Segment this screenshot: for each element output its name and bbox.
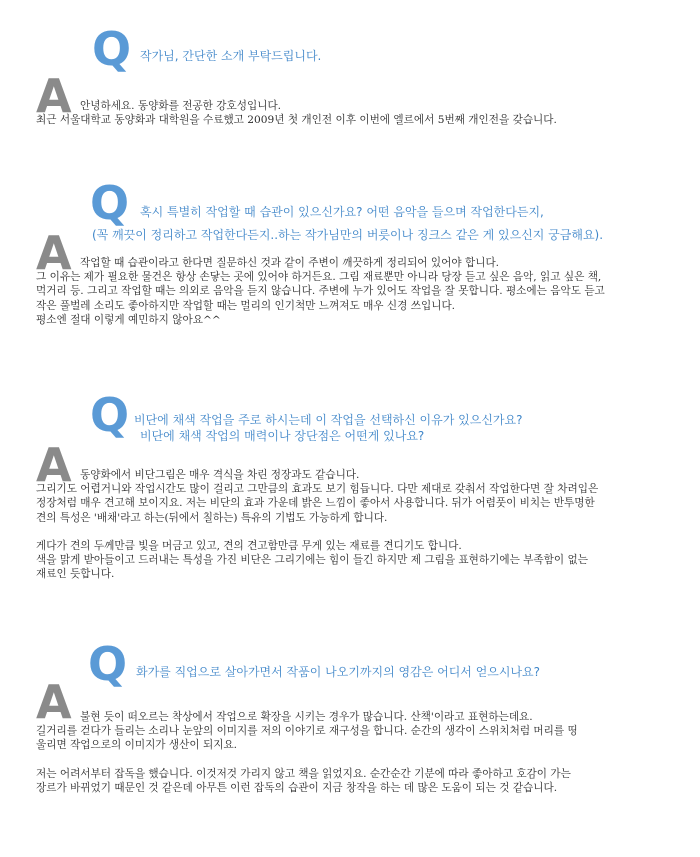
q-mark: Q: [88, 637, 128, 691]
answer-line: 재료인 듯합니다.: [36, 568, 115, 581]
a-mark: A: [36, 69, 72, 123]
question-text: 비단에 채색 작업의 매력이나 장단점은 어떤게 있나요?: [140, 429, 425, 443]
answer-line: 장르가 바뀌었기 때문인 것 같은데 아무튼 이런 잡독의 습관이 지금 창작을 하는 데 많은 도움이 되는 것 같습니다.: [36, 781, 558, 794]
question-text: 화가를 직업으로 살아가면서 작품이 나오기까지의 영감은 어디서 얻으시나요?: [136, 665, 541, 679]
answer-line: 색을 맑게 받아들이고 드러내는 특성을 가진 비단은 그리기에는 힘이 들긴 하지만 제 그림을 표현하기에는 부족함이 없는: [36, 554, 588, 567]
answer-line: 울리면 작업으로의 이미지가 생산이 되지요.: [36, 739, 238, 752]
answer-text: [36, 710, 686, 795]
answer-text: [36, 256, 686, 327]
answer-line: 견의 특성은 '배채'라고 하는(뒤에서 칠하는) 특유의 기법도 가능하게 합니다.: [36, 511, 388, 524]
answer-text: [36, 99, 686, 127]
answer-line: 동양화에서 비단그림은 매우 격식을 차린 정장과도 같습니다.: [80, 469, 360, 481]
answer-line: 작은 풀벌레 소리도 좋아하지만 작업할 때는 멀리의 인기척만 느껴져도 매우 신경 쓰입니다.: [36, 299, 456, 312]
answer-text: [36, 468, 686, 581]
answer-line: 게다가 견의 두께만큼 빛을 머금고 있고, 견의 견고함만큼 무게 있는 재료를 견디기도 합니다.: [36, 539, 462, 552]
q-mark: Q: [90, 388, 130, 442]
question-text: 혹시 특별히 작업할 때 습관이 있으신가요? 어떤 음악을 들으며 작업한다든지,: [140, 205, 544, 219]
q-mark: Q: [90, 176, 130, 230]
answer-line: 그 이유는 제가 필요한 물건은 항상 손닿는 곳에 있어야 하거든요. 그림 재료뿐만 아니라 당장 듣고 싶은 음악, 읽고 싶은 책,: [36, 271, 602, 284]
answer-line: 그리기도 어렵거니와 작업시간도 많이 걸리고 그만큼의 효과도 보기 힘듭니다. 다만 제대로 갖춰서 작업한다면 잘 차려입은: [36, 483, 599, 496]
a-mark: A: [36, 226, 72, 280]
answer-line: 저는 어려서부터 잡독을 했습니다. 이것저것 가리지 않고 책을 읽었지요. 순간순간 기분에 따라 좋아하고 호감이 가는: [36, 767, 571, 780]
question-text: (꼭 깨끗이 정리하고 작업한다든지..하는 작가님만의 버릇이나 징크스 같은 게 있으신지 궁금해요).: [92, 228, 604, 242]
question-text: 작가님, 간단한 소개 부탁드립니다.: [140, 49, 322, 63]
answer-line: 정장처럼 매우 견고해 보이지요. 저는 비단의 효과 가운데 밝은 느낌이 좋아서 사용합니다. 뒤가 어렴풋이 비치는 반투명한: [36, 497, 595, 510]
answer-line: 안녕하세요. 동양화를 전공한 강호성입니다.: [80, 100, 282, 112]
answer-line: 불현 듯이 떠오르는 착상에서 작업으로 확장을 시키는 경우가 많습니다. 산책'이라고 표현하는데요.: [80, 711, 533, 723]
answer-line: 먹거리 등. 그리고 작업할 때는 의외로 음악을 듣지 않습니다. 주변에 누가 있어도 작업을 잘 못합니다. 평소에는 음악도 듣고: [36, 285, 605, 298]
answer-line: 길거리를 걷다가 들리는 소리나 눈앞의 이미지를 저의 이야기로 재구성을 합니다. 순간의 생각이 스위치처럼 머리를 띵: [36, 725, 578, 738]
answer-line: 평소엔 절대 이렇게 예민하지 않아요^^: [36, 313, 221, 326]
answer-line: 최근 서울대학교 동양화과 대학원을 수료했고 2009년 첫 개인전 이후 이번에 엘르에서 5번째 개인전을 갖습니다.: [36, 114, 557, 127]
question-text: 비단에 채색 작업을 주로 하시는데 이 작업을 선택하신 이유가 있으신가요?: [134, 413, 523, 427]
answer-line: 작업할 때 습관이라고 한다면 질문하신 것과 같이 주변이 깨끗하게 정리되어 있어야 합니다.: [80, 257, 500, 269]
q-mark: Q: [92, 22, 132, 76]
a-mark: A: [36, 438, 72, 492]
a-mark: A: [36, 675, 72, 729]
